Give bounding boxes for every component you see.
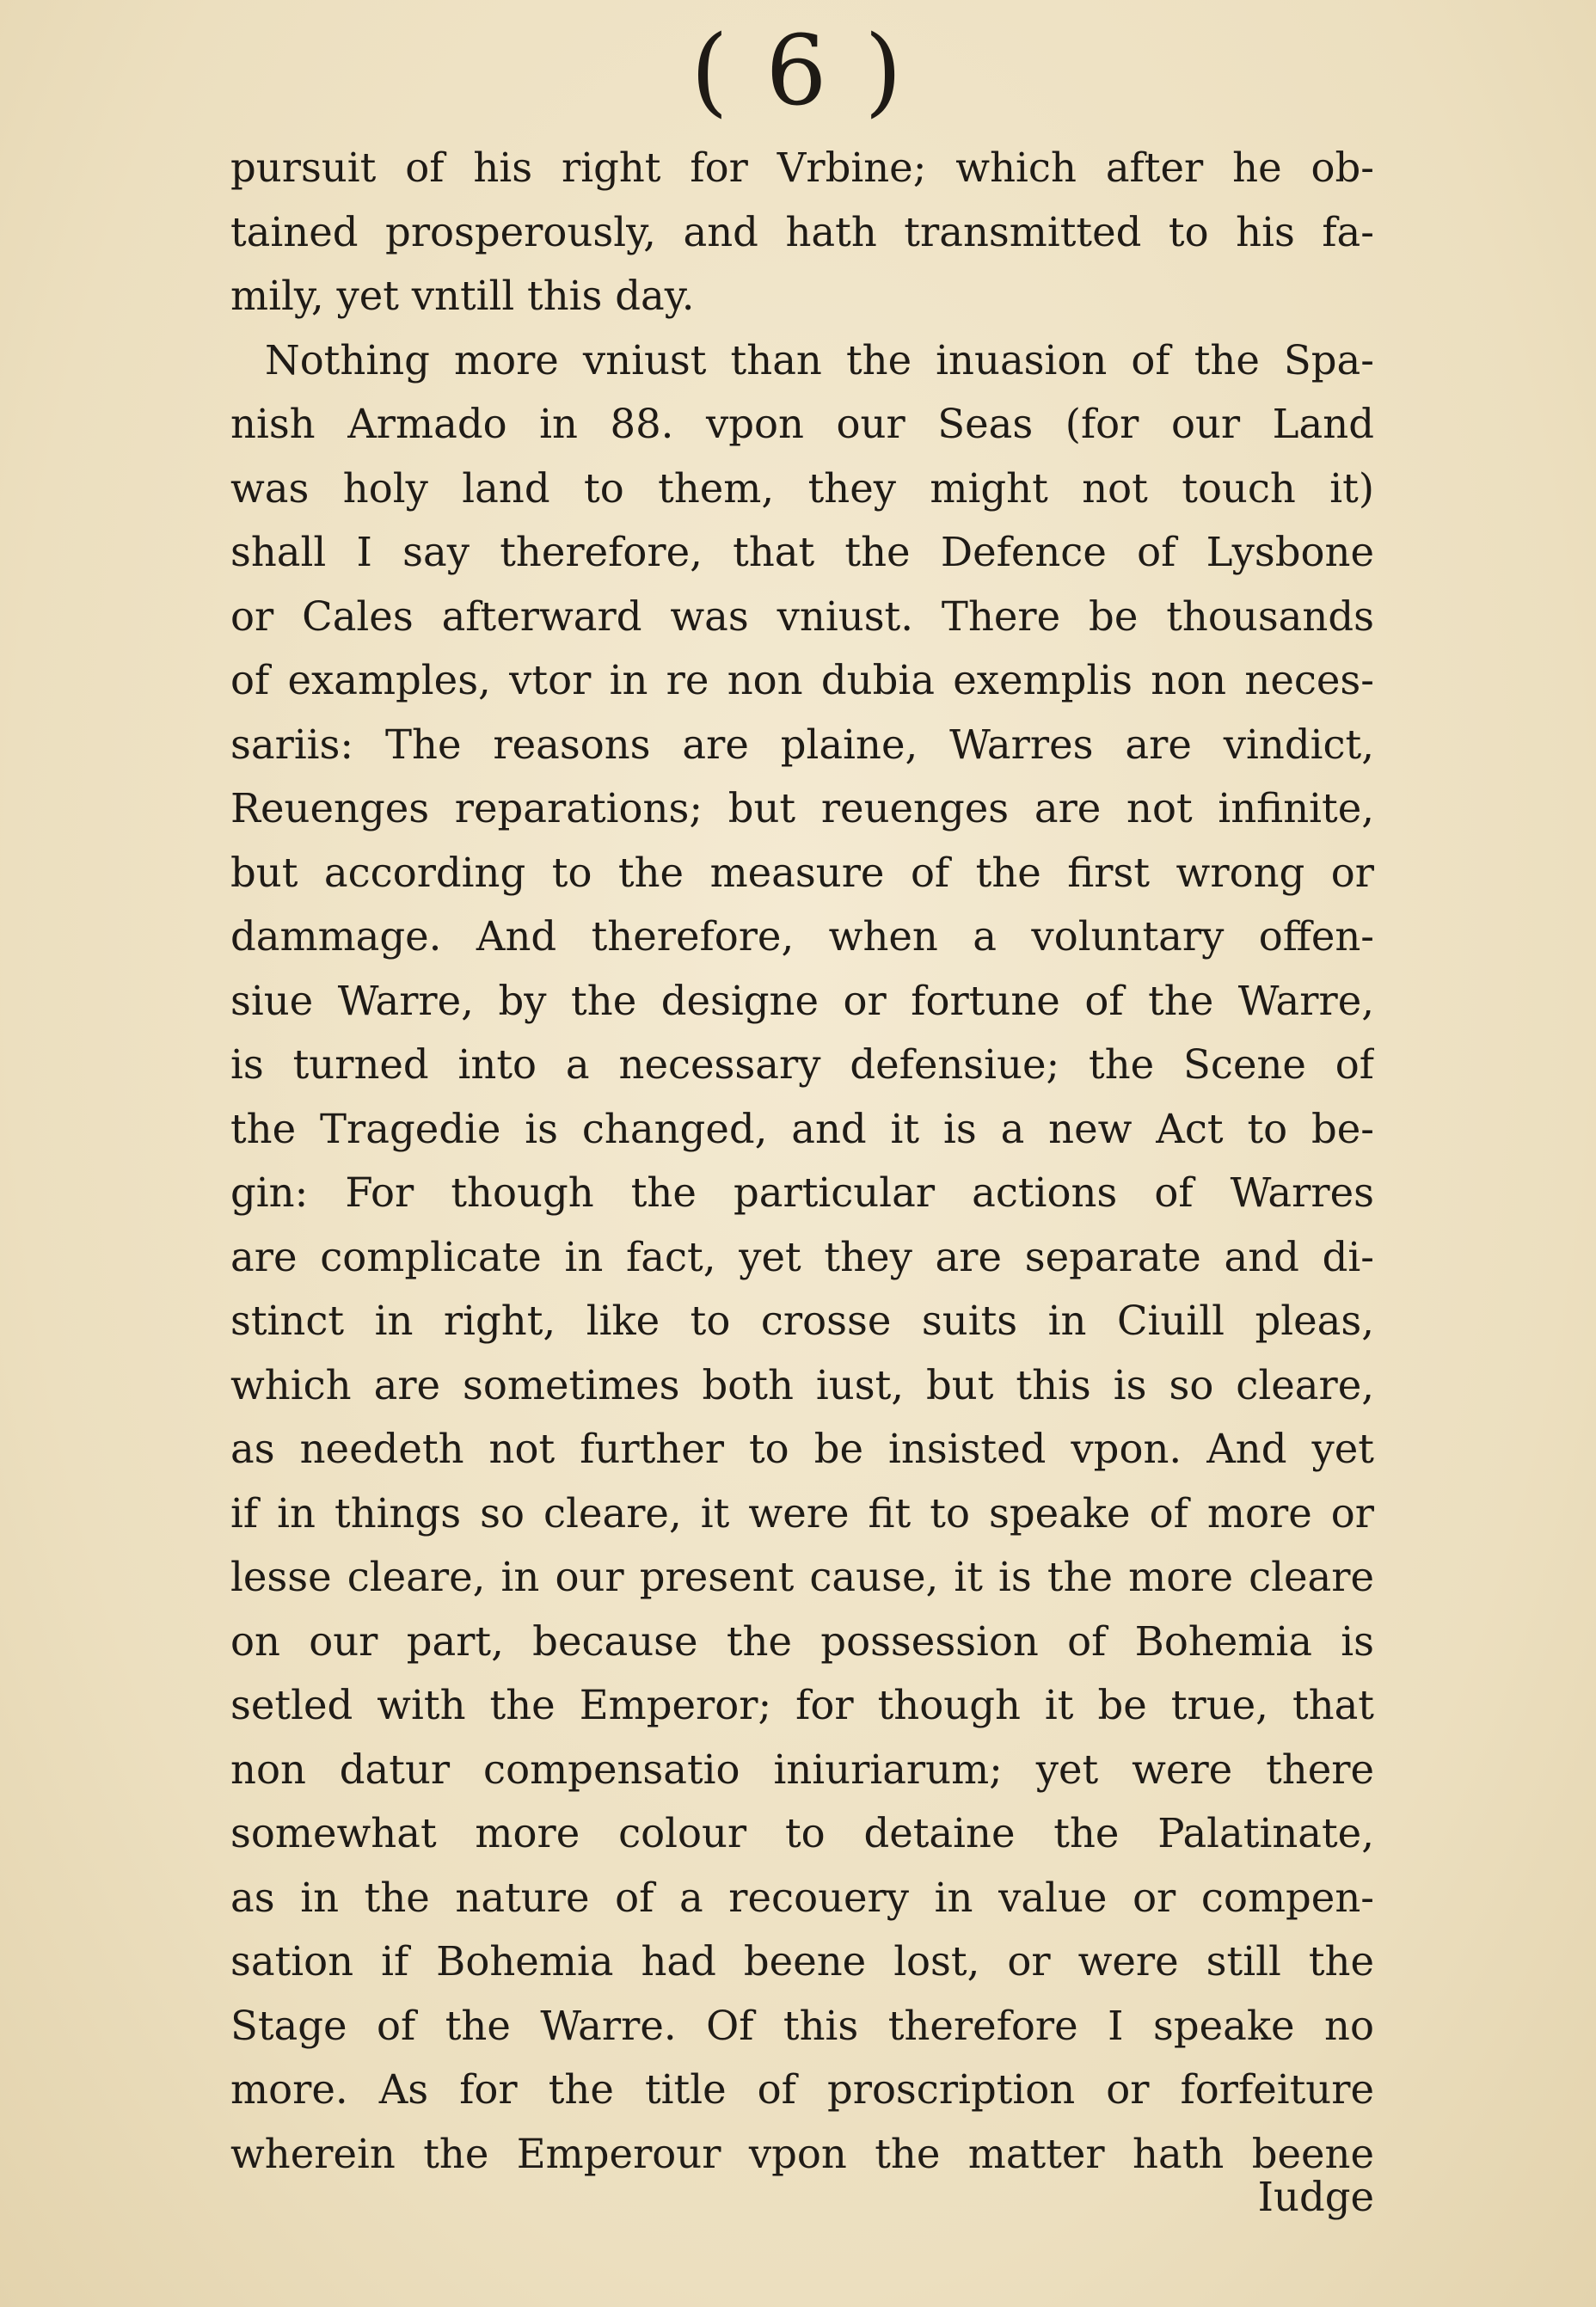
text-line: as in the nature of a recouery in value or compen-: [230, 1874, 1374, 1921]
text-line: stinct in right, like to crosse suits in Ciuill pleas,: [230, 1298, 1374, 1344]
text-line: Reuenges reparations; but reuenges are not infinite,: [230, 785, 1374, 831]
text-line: lesse cleare, in our present cause, it is the more cleare: [230, 1554, 1374, 1600]
body-text: [230, 136, 1374, 2186]
catchword: Iudge: [1257, 2174, 1374, 2220]
text-line: but according to the measure of the first wrong or: [230, 849, 1374, 896]
text-line: shall I say therefore, that the Defence of Lysbone: [230, 529, 1374, 575]
text-line: was holy land to them, they might not touch it): [230, 464, 1374, 512]
text-line: is turned into a necessary defensiue; the Scene of: [230, 1041, 1374, 1088]
text-line: the Tragedie is changed, and it is a new Act to be-: [230, 1105, 1374, 1152]
text-line: non datur compensatio iniuriarum; yet were there: [230, 1746, 1374, 1793]
text-line: more. As for the title of proscription or forfeiture: [230, 2066, 1374, 2113]
text-line: sation if Bohemia had beene lost, or were still the: [230, 1938, 1374, 1985]
text-line: sariis: The reasons are plaine, Warres are vindict,: [230, 721, 1374, 768]
text-line: somewhat more colour to detaine the Palatinate,: [230, 1810, 1374, 1856]
text-line: nish Armado in 88. vpon our Seas (for our Land: [230, 401, 1374, 447]
text-line: if in things so cleare, it were fit to speake of more or: [230, 1489, 1374, 1537]
text-line: wherein the Emperour vpon the matter hath beene: [230, 2130, 1374, 2177]
text-line: tained prosperously, and hath transmitted to his fa-: [230, 208, 1374, 255]
text-line: dammage. And therefore, when a voluntary offen-: [230, 913, 1374, 960]
text-line: setled with the Emperor; for though it be true, that: [230, 1682, 1374, 1728]
text-line: as needeth not further to be insisted vpon. And yet: [230, 1426, 1374, 1472]
text-line: on our part, because the possession of Bohemia is: [230, 1617, 1374, 1665]
text-line: Stage of the Warre. Of this therefore I speake no: [230, 2002, 1374, 2049]
text-line: mily, yet vntill this day.: [230, 273, 695, 319]
page-number: ( 6 ): [691, 15, 905, 127]
text-line: siue Warre, by the designe or fortune of the Warre,: [230, 977, 1374, 1024]
text-line: which are sometimes both iust, but this is so cleare,: [230, 1361, 1374, 1408]
text-line: gin: For though the particular actions of Warres: [230, 1169, 1374, 1216]
text-line: Nothing more vniust than the inuasion of the Spa-: [265, 336, 1374, 383]
text-line: are complicate in fact, yet they are separate and di-: [230, 1233, 1374, 1280]
text-line: or Cales afterward was vniust. There be thousands: [230, 592, 1374, 640]
text-line: of examples, vtor in re non dubia exemplis non neces-: [230, 657, 1374, 703]
text-line: pursuit of his right for Vrbine; which after he ob-: [230, 144, 1374, 191]
